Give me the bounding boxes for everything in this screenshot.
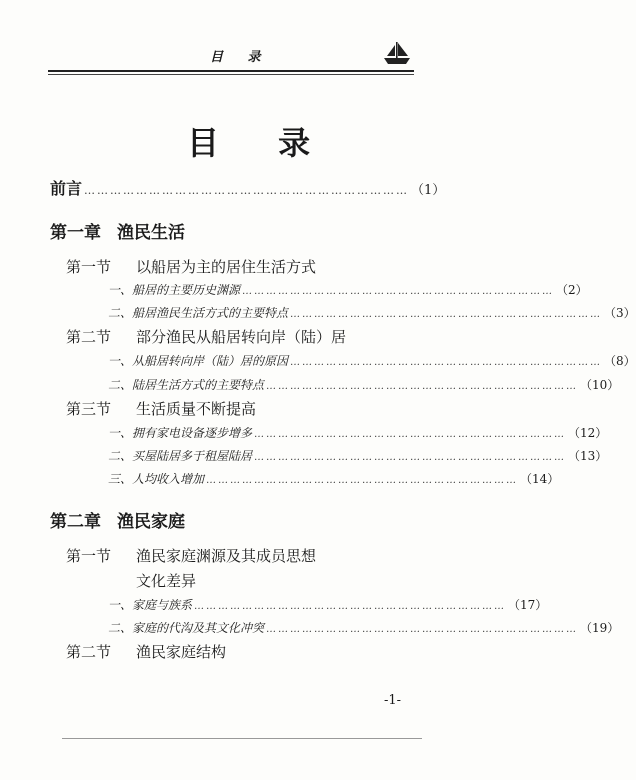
section-label: 第一节: [66, 258, 112, 276]
toc-entry-label: 二、家庭的代沟及其文化冲突: [108, 621, 265, 635]
page-title: 目 录: [187, 124, 335, 162]
page-number: （13）: [568, 449, 608, 463]
section-heading[interactable]: [66, 256, 316, 277]
toc-entry[interactable]: [108, 281, 588, 298]
section-heading[interactable]: [66, 545, 316, 566]
leader-dots: ……………………………………………………………………: [266, 624, 579, 635]
leader-dots: ……………………………………………………………………: [242, 286, 555, 297]
toc-entry-label: 一、家庭与族系: [108, 598, 193, 612]
section-title: 生活质量不断提高: [136, 400, 257, 418]
page-number: （1）: [411, 183, 446, 198]
toc-entry[interactable]: [108, 619, 620, 636]
running-header-title: 目 录: [210, 50, 271, 65]
chapter-label: 第二章: [50, 512, 101, 532]
toc-entry-label: 二、陆居生活方式的主要特点: [108, 378, 265, 392]
page-number: （19）: [580, 621, 620, 635]
chapter-title: 渔民家庭: [117, 512, 185, 532]
leader-dots: ……………………………………………………………………: [254, 429, 567, 440]
page-number: （3）: [604, 306, 636, 320]
leader-dots: ……………………………………………………………………: [194, 601, 507, 612]
toc-entry-label: 前言: [50, 179, 83, 198]
chapter-heading[interactable]: [50, 218, 185, 243]
page-number: （12）: [568, 426, 608, 440]
leader-dots: …………………………………………………………………: [84, 184, 410, 197]
section-title: 以船居为主的居住生活方式: [136, 258, 317, 276]
leader-dots: ……………………………………………………………………: [206, 475, 519, 486]
section-heading[interactable]: [66, 641, 226, 662]
toc-entry-label: 二、船居渔民生活方式的主要特点: [108, 306, 289, 320]
section-label: 第二节: [66, 328, 112, 346]
section-title: 渔民家庭结构: [136, 643, 227, 661]
header-rule: [48, 70, 414, 72]
toc-entry[interactable]: [108, 352, 636, 369]
page-folio: -1-: [384, 693, 402, 708]
leader-dots: ……………………………………………………………………: [290, 357, 603, 368]
ship-icon: [383, 41, 411, 65]
page-number: （10）: [580, 378, 620, 392]
section-label: 第二节: [66, 643, 112, 661]
section-heading[interactable]: [66, 398, 256, 419]
leader-dots: ……………………………………………………………………: [266, 381, 579, 392]
page-number: （2）: [556, 283, 588, 297]
section-label: 第三节: [66, 400, 112, 418]
header-rule-thin: [48, 74, 414, 75]
toc-entry[interactable]: [108, 424, 608, 441]
toc-entry-label: 一、船居的主要历史渊源: [108, 283, 241, 297]
toc-entry-label: 一、从船居转向岸（陆）居的原因: [108, 354, 289, 368]
leader-dots: ……………………………………………………………………: [290, 309, 603, 320]
section-title: 渔民家庭渊源及其成员思想: [136, 547, 317, 565]
section-label: 第一节: [66, 547, 112, 565]
section-heading[interactable]: [66, 326, 346, 347]
section-title-continued: 文化差异: [136, 572, 197, 590]
chapter-heading[interactable]: [50, 507, 185, 532]
toc-entry-preface[interactable]: [50, 176, 446, 199]
toc-entry[interactable]: [108, 596, 548, 613]
toc-entry-label: 三、人均收入增加: [108, 472, 205, 486]
toc-entry-label: 二、买屋陆居多于租屋陆居: [108, 449, 253, 463]
chapter-title: 渔民生活: [117, 223, 185, 243]
page-number: （8）: [604, 354, 636, 368]
toc-entry[interactable]: [108, 447, 608, 464]
leader-dots: ……………………………………………………………………: [254, 452, 567, 463]
section-title: 部分渔民从船居转向岸（陆）居: [136, 328, 347, 346]
toc-entry[interactable]: [108, 376, 620, 393]
toc-entry[interactable]: [108, 470, 560, 487]
page-number: （17）: [508, 598, 548, 612]
chapter-label: 第一章: [50, 223, 101, 243]
bottom-rule: [62, 738, 422, 739]
toc-entry[interactable]: [108, 304, 636, 321]
toc-entry-label: 一、拥有家电设备逐步增多: [108, 426, 253, 440]
page-number: （14）: [520, 472, 560, 486]
